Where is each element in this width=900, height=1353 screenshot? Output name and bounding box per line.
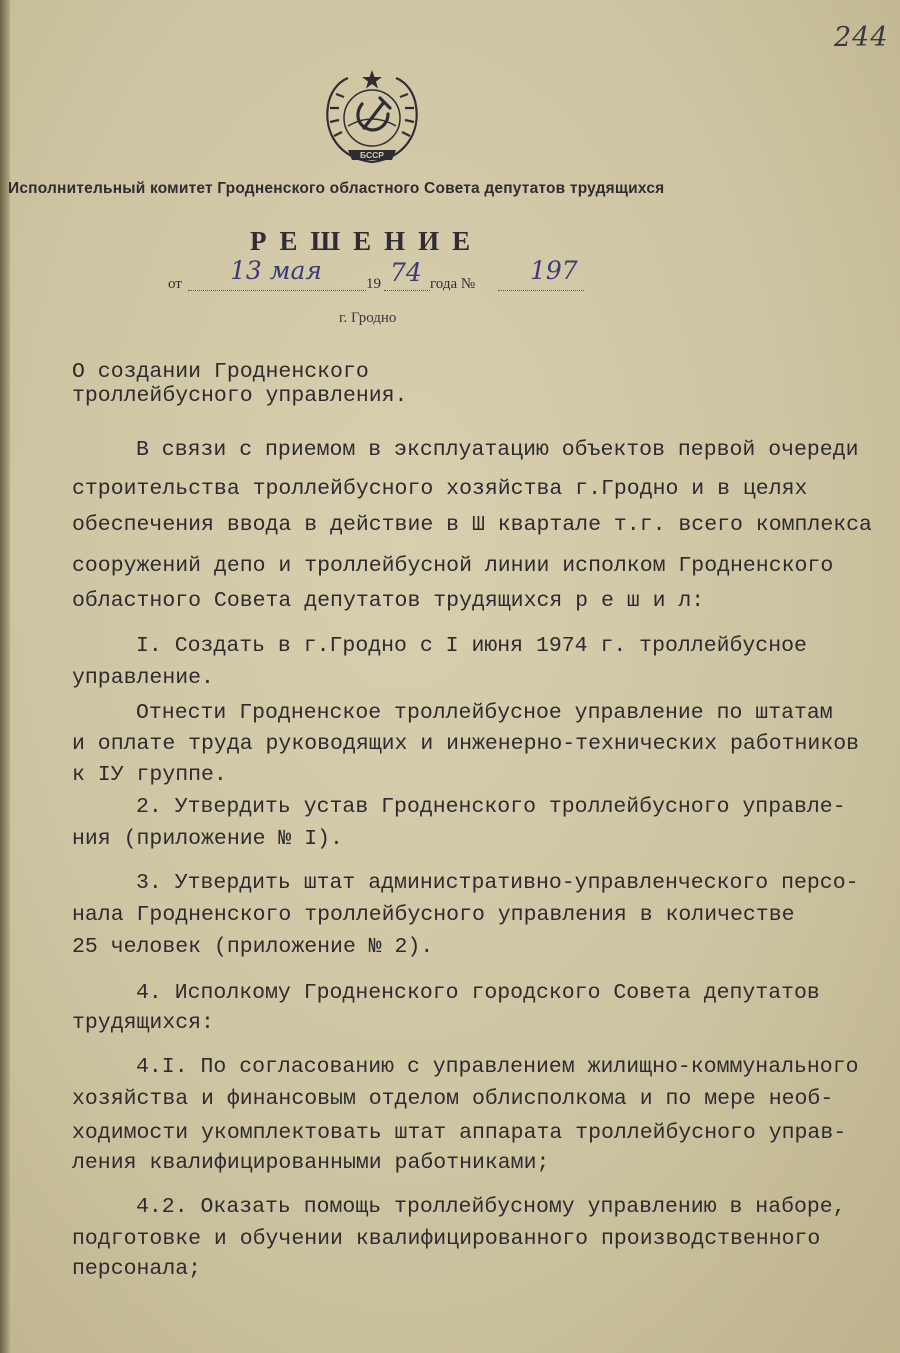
number-handwritten: 197 [530, 256, 578, 285]
city: г. Гродно [339, 310, 397, 326]
archive-page-number: 244 [834, 22, 889, 53]
body-line: трудящихся: [72, 1011, 214, 1035]
body-line: персонала; [72, 1257, 202, 1281]
document-type: РЕШЕНИЕ [250, 226, 484, 256]
state-emblem [318, 66, 426, 170]
body-line: ходимости укомплектовать штат аппарата троллейбусного управ- [72, 1121, 847, 1145]
body-line: Отнести Гродненское троллейбусное управление по штатам [136, 701, 833, 725]
date-prefix: от [168, 276, 182, 292]
date-line [168, 256, 608, 298]
date-handwritten: 13 мая [230, 256, 322, 285]
body-line: 4.2. Оказать помощь троллейбусному управлению в наборе, [136, 1195, 846, 1219]
body-line: и оплате труда руководящих и инженерно-технических работников [72, 732, 860, 756]
number-dotted-line [498, 290, 584, 291]
body-line: ния (приложение № I). [72, 827, 343, 851]
body-line: ления квалифицированными работниками; [72, 1151, 550, 1175]
year-handwritten: 74 [390, 258, 422, 287]
emblem-text: БССР [360, 150, 384, 160]
year-suffix: года № [430, 276, 476, 292]
subject-line: троллейбусного управления. [72, 384, 408, 408]
body-line: 25 человек (приложение № 2). [72, 935, 434, 959]
body-line: I. Создать в г.Гродно с I июня 1974 г. троллейбусное [136, 634, 807, 658]
body-line: нала Гродненского троллейбусного управления в количестве [72, 903, 795, 927]
subject-line: О создании Гродненского [72, 360, 369, 384]
body-line: обеспечения ввода в действие в Ш квартале т.г. всего комплекса [72, 513, 872, 537]
committee-header: Исполнительный комитет Гродненского областного Совета депутатов трудящихся [8, 180, 665, 197]
body-line: 4. Исполкому Гродненского городского Совета депутатов [136, 981, 820, 1005]
body-line: хозяйства и финансовым отделом облисполкома и по мере необ- [72, 1087, 834, 1111]
body-line: 4.I. По согласованию с управлением жилищно-коммунального [136, 1055, 859, 1079]
body-line: 3. Утвердить штат административно-управленческого персо- [136, 871, 859, 895]
year-prefix: 19 [366, 276, 381, 292]
body-line: управление. [72, 666, 214, 690]
body-line: областного Совета депутатов трудящихся р е ш и л: [72, 589, 705, 613]
body-line: к IУ группе. [72, 763, 227, 787]
year-dotted-line [384, 290, 430, 291]
date-dotted-line [188, 290, 366, 291]
body-line: 2. Утвердить устав Гродненского троллейбусного управле- [136, 795, 846, 819]
body-line: подготовке и обучении квалифицированного производственного [72, 1227, 821, 1251]
body-line: В связи с приемом в эксплуатацию объектов первой очереди [136, 438, 859, 462]
page-binding-edge [0, 0, 10, 1353]
body-line: сооружений депо и троллейбусной линии исполком Гродненского [72, 554, 834, 578]
body-line: строительства троллейбусного хозяйства г.Гродно и в целях [72, 477, 808, 501]
